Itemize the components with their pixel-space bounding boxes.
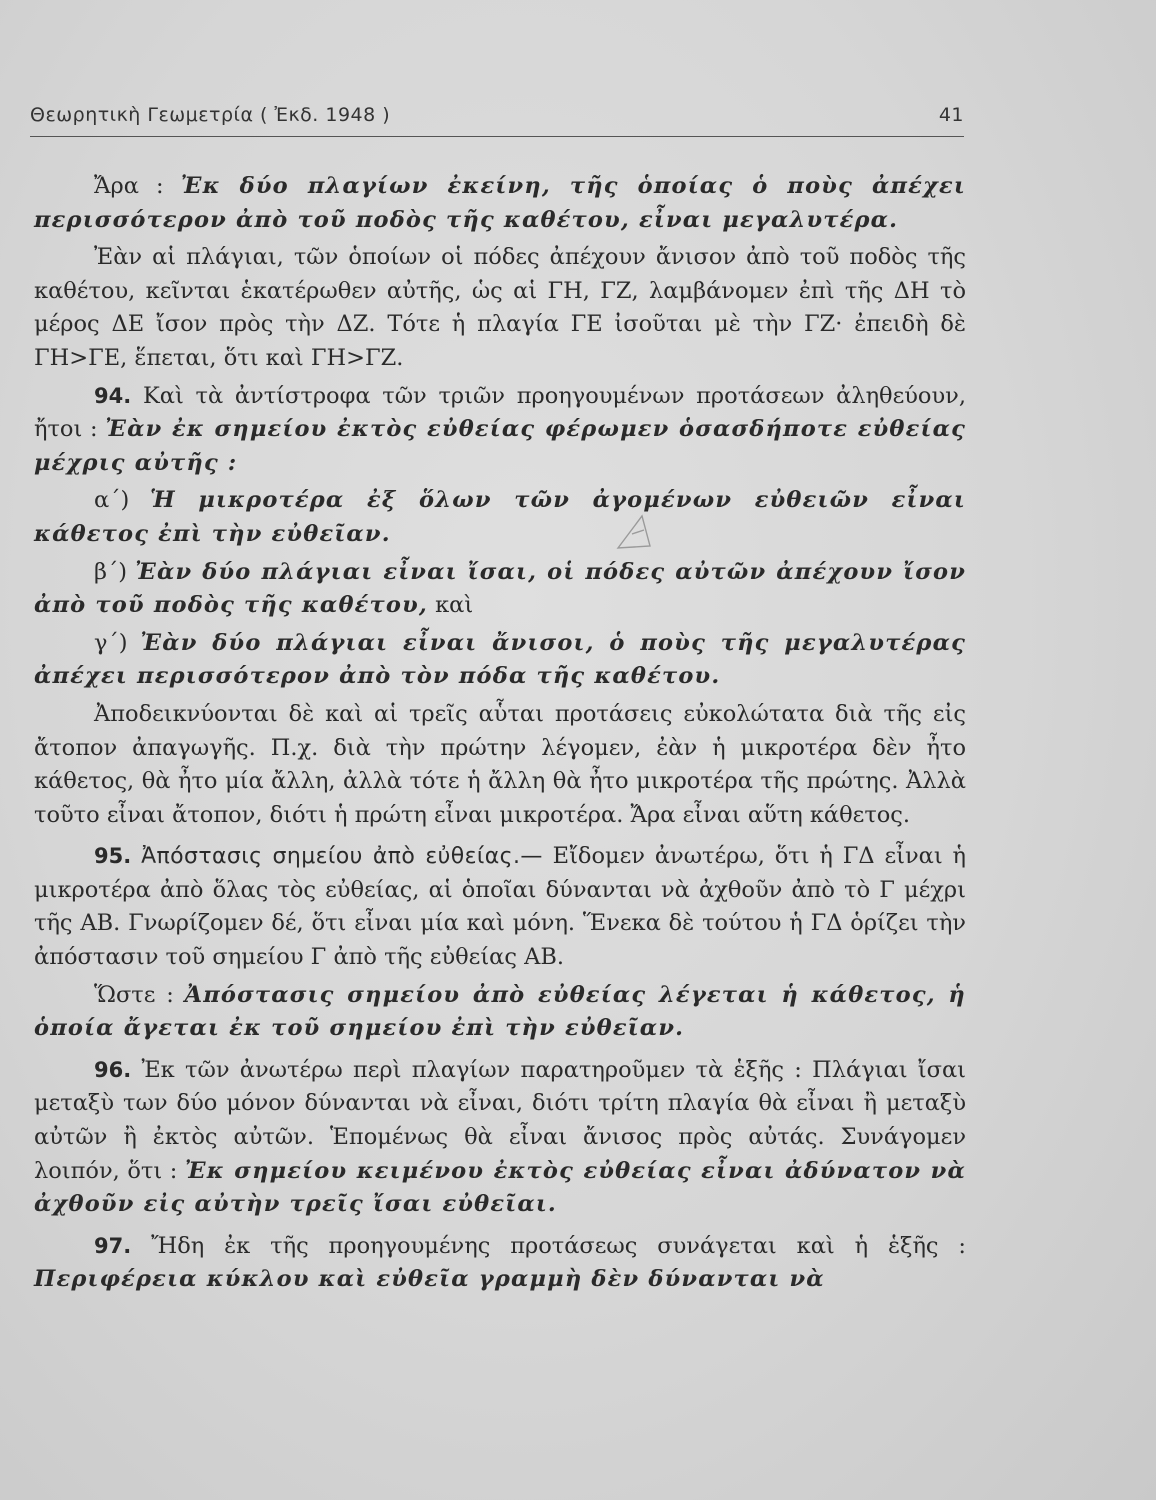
item-label: γ΄) [94,629,128,656]
section-text: Ἤδη ἐκ τῆς προηγουμένης προτάσεως συνάγεται καὶ ἡ ἑξῆς : [151,1232,966,1259]
conjunction: καὶ [435,592,474,619]
section-heading: Ἀπόστασις σημείου ἀπὸ εὐθείας.— [141,844,543,870]
section-number: 96. [94,1057,132,1082]
header-rule [30,136,964,137]
definition-statement: Ἀπόστασις σημείου ἀπὸ εὐθείας λέγεται ἡ κάθετος, ἡ ὁποία ἄγεται ἐκ τοῦ σημείου ἐπὶ τὴν εὐθεῖαν. [34,981,966,1042]
item-label: β΄) [94,558,128,585]
lead-word: Ἄρα : [94,173,164,199]
theorem-statement: Ἡ μικροτέρα ἐξ ὅλων τῶν ἀγομένων εὐθειῶν εἶναι κάθετος ἐπὶ τὴν εὐθεῖαν. [34,487,967,547]
theorem-statement: Περιφέρεια κύκλου καὶ εὐθεῖα γραμμὴ δὲν δύνανται νὰ [34,1266,825,1293]
proposition-b [34,556,966,623]
section-text: Καὶ τὰ ἀντίστροφα τῶν τριῶν προηγουμένων προτάσεων ἀληθεύουν, ἤτοι : [34,382,966,443]
proposition-a [34,484,966,551]
lead-word: Ὥστε : [94,981,174,1008]
page-number: 41 [938,104,964,126]
running-header [30,104,964,126]
header-title: Θεωρητικὴ Γεωμετρία ( Ἐκδ. 1948 ) [30,104,391,126]
theorem-statement: Ἐὰν ἐκ σημείου ἐκτὸς εὐθείας φέρωμεν ὁσασδήποτε εὐθείας μέχρις αὐτῆς : [34,416,966,476]
section-text: Εἴδομεν ἀνωτέρω, ὅτι ἡ ΓΔ εἶναι ἡ μικροτέρα ἀπὸ ὅλας τὸς εὐθείας, αἱ ὁποῖαι δύνανται νὰ ἀχθοῦν ἀπὸ τὸ Γ μέχρι τῆς ΑΒ. Γνωρίζομεν δέ, ὅτι εἶναι μία καὶ μόνη. Ἕνεκα δὲ τούτου ἡ ΓΔ ὁρίζει τὴν ἀπόστασιν τοῦ σημείου Γ ἀπὸ τῆς εὐθείας ΑΒ. [34,843,966,971]
definition-paragraph [34,979,966,1046]
theorem-statement: Ἐκ σημείου κειμένου ἐκτὸς εὐθείας εἶναι ἀδύνατον νὰ ἀχθοῦν εἰς αὐτὴν τρεῖς ἴσαι εὐθεῖαι. [34,1157,966,1218]
section-text: Ἐκ τῶν ἀνωτέρω περὶ πλαγίων παρατηροῦμεν τὰ ἑξῆς : Πλάγιαι ἴσαι μεταξὺ των δύο μόνον δύνανται νὰ εἶναι, διότι τρίτη πλαγία θὰ εἶναι ἢ μεταξὺ αὐτῶν ἢ ἐκτὸς αὐτῶν. Ἑπομένως θὰ εἶναι ἄνισος πρὸς αὐτάς. Συνάγομεν λοιπόν, ὅτι : [34,1056,966,1184]
page-body [34,170,966,1301]
section-96 [34,1054,966,1222]
item-label: α΄) [94,487,130,514]
section-95 [34,840,966,974]
section-number: 94. [94,383,132,408]
theorem-statement: Ἐὰν δύο πλάγιαι εἶναι ἴσαι, οἱ πόδες αὐτῶν ἀπέχουν ἴσον ἀπὸ τοῦ ποδὸς τῆς καθέτου, [34,558,967,619]
proof-paragraph: Ἀποδεικνύονται δὲ καὶ αἱ τρεῖς αὗται προτάσεις εὐκολώτατα διὰ τῆς εἰς ἄτοπον ἀπαγωγῆς. Π.χ. διὰ τὴν πρώτην λέγομεν, ἐὰν ἡ μικροτέρα δὲν ἦτο κάθετος, θὰ ἦτο μία ἄλλη, ἀλλὰ τότε ἡ ἄλλη θὰ ἦτο μικροτέρα τῆς πρώτης. Ἀλλὰ τοῦτο εἶναι ἄτοπον, διότι ἡ πρώτη εἶναι μικροτέρα. Ἄρα εἶναι αὕτη κάθετος. [34,700,966,828]
theorem-statement: Ἐκ δύο πλαγίων ἐκείνη, τῆς ὁποίας ὁ ποὺς ἀπέχει περισσότερον ἀπὸ τοῦ ποδὸς τῆς καθέτου, εἶναι μεγαλυτέρα. [34,173,966,233]
proposition-c [34,627,966,694]
paragraph: Ἐὰν αἱ πλάγιαι, τῶν ὁποίων οἱ πόδες ἀπέχουν ἄνισον ἀπὸ τοῦ ποδὸς τῆς καθέτου, κεῖνται ἑκατέρωθεν αὐτῆς, ὡς αἱ ΓΗ, ΓΖ, λαμβάνομεν ἐπὶ τῆς ΔΗ τὸ μέρος ΔΕ ἴσον πρὸς τὴν ΔΖ. Τότε ἡ πλαγία ΓΕ ἰσοῦται μὲ τὴν ΓΖ· ἐπειδὴ δὲ ΓΗ>ΓΕ, ἕπεται, ὅτι καὶ ΓΗ>ΓΖ. [34,244,966,371]
section-number: 95. [94,844,132,869]
section-97 [34,1230,966,1297]
theorem-statement: Ἐὰν δύο πλάγιαι εἶναι ἄνισοι, ὁ ποὺς τῆς μεγαλυτέρας ἀπέχει περισσότερον ἀπὸ τὸν πόδα τῆς καθέτου. [34,629,966,690]
section-94 [34,380,966,481]
conclusion-paragraph [34,170,966,237]
pencil-mark [612,512,656,552]
section-number: 97. [94,1233,132,1258]
